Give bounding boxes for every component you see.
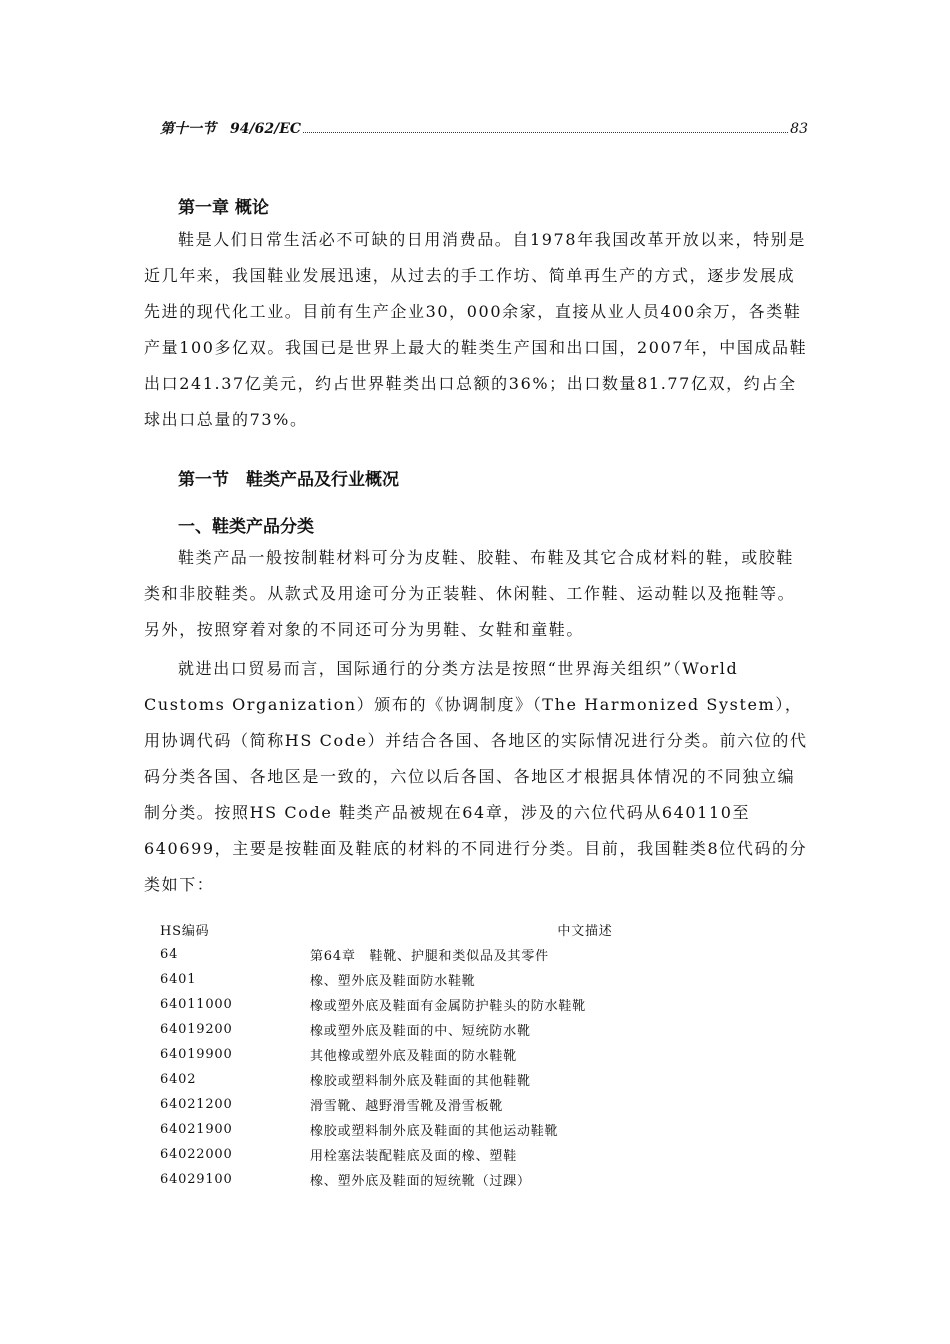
description-cell: 橡胶或塑料制外底及鞋面的其他鞋靴	[310, 1074, 531, 1089]
table-row	[160, 1167, 800, 1192]
hs-text: 就进出口贸易而言，国际通行的分类方法是按照“世界海关组织”（World Customs Organization）颁布的《协调制度》（The Harmonized System），用协调代码（简称HS Code）并结合各国、各地区的实际情况进行分类。前六位的代码分类各国、各地区是一致的，六位以后各国、各地区才根据具体情况的不同独立编制分类。按照HS Code 鞋类产品被规在64章，涉及的六位代码从640110至640699，主要是按鞋面及鞋底的材料的不同进行分类。目前，我国鞋类8位代码的分类如下：	[144, 659, 808, 894]
hs-code-cell: 64019900	[160, 1047, 233, 1062]
table-row	[160, 1017, 800, 1042]
table-row	[160, 1042, 800, 1067]
toc-title: 第十一节 94/62/EC	[160, 121, 302, 137]
description-cell: 橡、塑外底及鞋面的短统靴（过踝）	[310, 1174, 531, 1189]
table-row	[160, 992, 800, 1017]
hs-code-cell: 6401	[160, 972, 197, 987]
header-description: 中文描述	[557, 924, 613, 939]
description-cell: 滑雪靴、越野滑雪靴及滑雪板靴	[310, 1099, 504, 1114]
description-cell: 橡或塑外底及鞋面的中、短统防水靴	[310, 1024, 531, 1039]
hs-code-cell: 64019200	[160, 1022, 233, 1037]
classification-paragraph	[144, 540, 810, 648]
table-row	[160, 1117, 800, 1142]
header-hs-code: HS编码	[160, 924, 210, 939]
description-cell: 橡胶或塑料制外底及鞋面的其他运动鞋靴	[310, 1124, 559, 1139]
toc-leader-dots	[303, 131, 788, 133]
hs-code-cell: 64	[160, 947, 179, 962]
hs-code-cell: 64021900	[160, 1122, 233, 1137]
hs-code-cell: 64021200	[160, 1097, 233, 1112]
hs-code-cell: 64022000	[160, 1147, 233, 1162]
description-cell: 其他橡或塑外底及鞋面的防水鞋靴	[310, 1049, 518, 1064]
description-cell: 用栓塞法装配鞋底及面的橡、塑鞋	[310, 1149, 518, 1164]
hs-code-cell: 64029100	[160, 1172, 233, 1187]
table-row	[160, 942, 800, 967]
toc-entry[interactable]	[160, 118, 808, 138]
hs-code-table	[160, 917, 800, 1192]
section-heading: 第一节 鞋类产品及行业概况	[178, 470, 399, 490]
table-row	[160, 1142, 800, 1167]
table-row	[160, 1067, 800, 1092]
classification-text: 鞋类产品一般按制鞋材料可分为皮鞋、胶鞋、布鞋及其它合成材料的鞋，或胶鞋类和非胶鞋类。从款式及用途可分为正装鞋、休闲鞋、工作鞋、运动鞋以及拖鞋等。另外，按照穿着对象的不同还可分为男鞋、女鞋和童鞋。	[144, 548, 796, 639]
table-row	[160, 967, 800, 992]
description-cell: 橡、塑外底及鞋面防水鞋靴	[310, 974, 476, 989]
description-cell: 橡或塑外底及鞋面有金属防护鞋头的防水鞋靴	[310, 999, 587, 1014]
intro-text: 鞋是人们日常生活必不可缺的日用消费品。自1978年我国改革开放以来，特别是近几年来，我国鞋业发展迅速，从过去的手工作坊、简单再生产的方式，逐步发展成先进的现代化工业。目前有生产企业30，000余家，直接从业人员400余万，各类鞋产量100多亿双。我国已是世界上最大的鞋类生产国和出口国，2007年，中国成品鞋出口241.37亿美元，约占世界鞋类出口总额的36%；出口数量81.77亿双，约占全球出口总量的73%。	[144, 230, 808, 429]
subsection-heading: 一、鞋类产品分类	[178, 517, 314, 537]
table-header-row	[160, 917, 800, 942]
hs-paragraph	[144, 651, 810, 903]
hs-code-cell: 64011000	[160, 997, 233, 1012]
table-row	[160, 1092, 800, 1117]
hs-code-cell: 6402	[160, 1072, 197, 1087]
description-cell: 第64章 鞋靴、护腿和类似品及其零件	[310, 949, 549, 964]
toc-page-number: 83	[790, 121, 808, 137]
chapter-heading: 第一章 概论	[178, 198, 269, 218]
intro-paragraph	[144, 222, 810, 438]
